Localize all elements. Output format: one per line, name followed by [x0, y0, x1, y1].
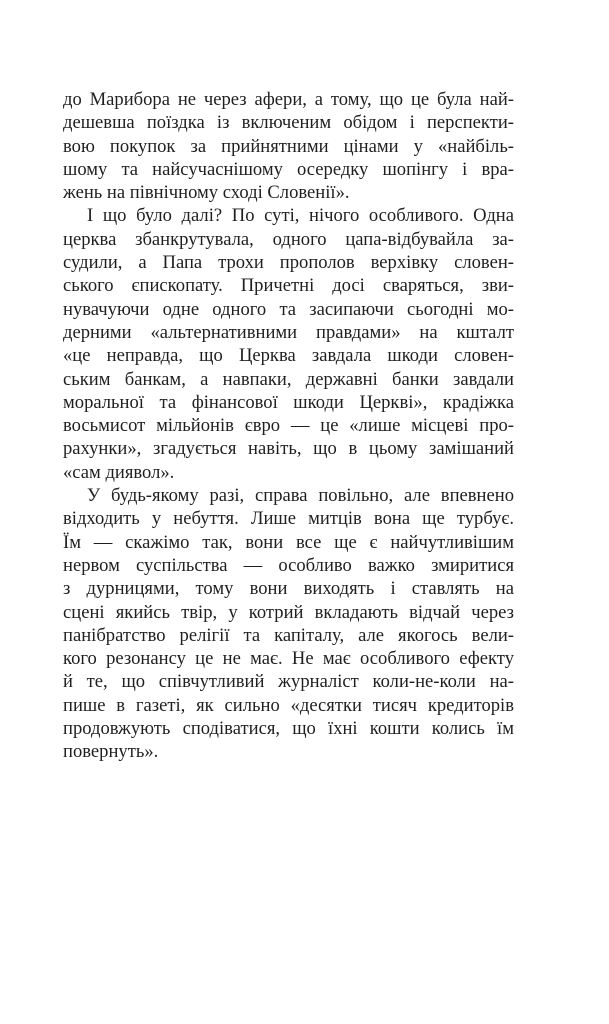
text-line: судили, а Папа трохи прополов верхівку словен- [63, 252, 514, 274]
paragraph-1 [63, 88, 514, 204]
text-line: вою покупок за прийнятними цінами у «найбіль- [63, 135, 514, 157]
text-line: моральної та фінансової шкоди Церкві», крадіжка [63, 391, 514, 413]
text-line: нувачуючи одне одного та засипаючи сьогодні мо- [63, 298, 514, 320]
text-line: кого резонансу це не має. Не має особливого ефекту [63, 648, 514, 670]
text-line: пише в газеті, як сильно «десятки тисяч кредиторів [63, 694, 514, 716]
text-line: У будь-якому разі, справа повільно, але впевнено [87, 485, 514, 507]
text-line: відходить у небуття. Лише митців вона ще турбує. [63, 508, 514, 530]
text-line: з дурницями, тому вони виходять і ставлять на [63, 578, 514, 600]
text-line: Їм — скажімо так, вони все ще є найчутливішим [63, 531, 514, 553]
book-page-text [63, 88, 514, 764]
text-line: восьмисот мільйонів євро — це «лише місцеві про- [63, 415, 514, 437]
text-line: дешевша поїздка із включеним обідом і перспекти- [63, 112, 514, 134]
text-line: ським банкам, а навпаки, державні банки завдали [63, 368, 514, 390]
text-line: панібратство релігії та капіталу, але якогось вели- [63, 624, 514, 646]
text-line: сцені якийсь твір, у котрий вкладають відчай через [63, 601, 514, 623]
text-line: нервом суспільства — особливо важко змиритися [63, 554, 514, 576]
text-line: церква збанкрутувала, одного цапа-відбувайла за- [63, 228, 514, 250]
paragraph-3 [63, 484, 514, 764]
text-line: рахунки», згадується навіть, що в цьому замішаний [63, 438, 514, 460]
paragraph-2 [63, 204, 514, 484]
text-line: до Марибора не через афери, а тому, що це була най- [63, 89, 514, 110]
text-line: ського єпископату. Причетні досі сваряться, зви- [63, 275, 514, 297]
text-line: жень на північному сході Словенії». [63, 182, 350, 204]
text-line: І що було далі? По суті, нічого особливого. Одна [87, 205, 514, 227]
text-line: «це неправда, що Церква завдала шкоди словен- [63, 345, 514, 367]
text-line: дерними «альтернативними правдами» на кшталт [63, 321, 514, 343]
text-line: й те, що співчутливий журналіст коли-не-коли на- [63, 671, 514, 693]
text-line: шому та найсучаснішому осередку шопінгу і вра- [63, 158, 514, 180]
text-line: «сам диявол». [63, 461, 175, 483]
text-line: повернуть». [63, 741, 159, 763]
text-line: продовжують сподіватися, що їхні кошти колись їм [63, 718, 514, 740]
